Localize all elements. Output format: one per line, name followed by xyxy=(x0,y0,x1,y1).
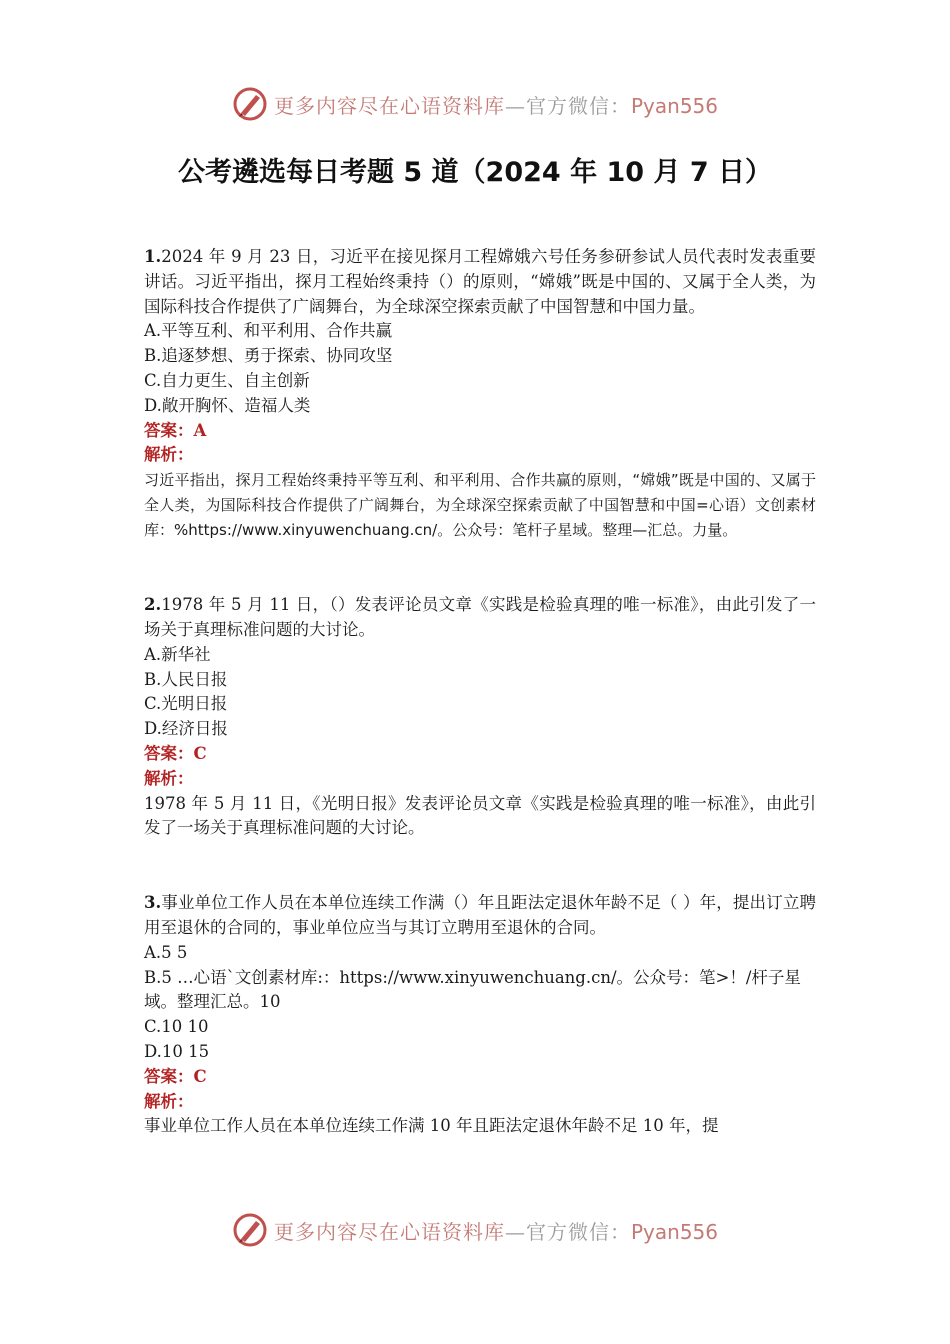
answer-line: 答案：A xyxy=(144,420,207,440)
question-3 xyxy=(144,891,816,1139)
option-a: A.5 5 xyxy=(144,942,188,962)
option-b: B.5 …心语`文创素材库:：https://www.xinyuwenchuang.cn/。公众号：笔>！/杆子星域。整理汇总。10 xyxy=(144,967,801,1012)
answer-line: 答案：C xyxy=(144,743,207,763)
option-a: A.新华社 xyxy=(144,644,211,664)
question-2 xyxy=(144,593,816,841)
analysis-label: 解析： xyxy=(144,1091,194,1111)
analysis-text: 习近平指出，探月工程始终秉持平等互利、和平利用、合作共赢的原则，“嫦娥”既是中国的、又属于全人类，为国际科技合作提供了广阔舞台，为全球深空探索贡献了中国智慧和中国=心语）文创素材库：%https://www.xinyuwenchuang.cn/。公众号：笔杆子星域。整理—汇总。力量。 xyxy=(144,471,816,540)
option-b: B.人民日报 xyxy=(144,669,228,689)
question-1 xyxy=(144,245,816,543)
question-stem: 3.事业单位工作人员在本单位连续工作满（）年且距法定退休年龄不足（ ）年，提出订立聘用至退休的合同的，事业单位应当与其订立聘用至退休的合同。 xyxy=(144,893,816,937)
option-d: D.敞开胸怀、造福人类 xyxy=(144,395,311,415)
option-c: C.10 10 xyxy=(144,1017,209,1037)
analysis-text: 事业单位工作人员在本单位连续工作满 10 年且距法定退休年龄不足 10 年，提 xyxy=(144,1116,719,1136)
analysis-label: 解析： xyxy=(144,768,194,788)
option-d: D.10 15 xyxy=(144,1041,210,1061)
option-c: C.光明日报 xyxy=(144,694,228,714)
pen-logo-icon xyxy=(232,86,268,122)
question-list xyxy=(144,245,816,1139)
question-stem: 1.2024 年 9 月 23 日，习近平在接见探月工程嫦娥六号任务参研参试人员代表时发表重要讲话。习近平指出，探月工程始终秉持（）的原则，“嫦娥”既是中国的、又属于全人类，为国际科技合作提供了广阔舞台，为全球深空探索贡献了中国智慧和中国力量。 xyxy=(144,247,816,316)
pen-logo-icon xyxy=(232,1212,268,1248)
banner-text: 更多内容尽在心语资料库—官方微信：Pyan556 xyxy=(273,93,718,118)
option-c: C.自力更生、自主创新 xyxy=(144,370,310,390)
answer-line: 答案：C xyxy=(144,1066,207,1086)
question-stem: 2.1978 年 5 月 11 日，（）发表评论员文章《实践是检验真理的唯一标准》，由此引发了一场关于真理标准问题的大讨论。 xyxy=(144,595,816,639)
analysis-label: 解析： xyxy=(144,445,194,465)
option-a: A.平等互利、和平利用、合作共赢 xyxy=(144,321,393,341)
analysis-text: 1978 年 5 月 11 日，《光明日报》发表评论员文章《实践是检验真理的唯一标准》，由此引发了一场关于真理标准问题的大讨论。 xyxy=(144,793,816,838)
option-d: D.经济日报 xyxy=(144,719,228,739)
header-banner xyxy=(0,82,950,126)
footer-banner xyxy=(0,1208,950,1252)
option-b: B.追逐梦想、勇于探索、协同攻坚 xyxy=(144,346,393,366)
page-title: 公考遴选每日考题 5 道（2024 年 10 月 7 日） xyxy=(177,157,773,188)
banner-text: 更多内容尽在心语资料库—官方微信：Pyan556 xyxy=(273,1219,718,1244)
